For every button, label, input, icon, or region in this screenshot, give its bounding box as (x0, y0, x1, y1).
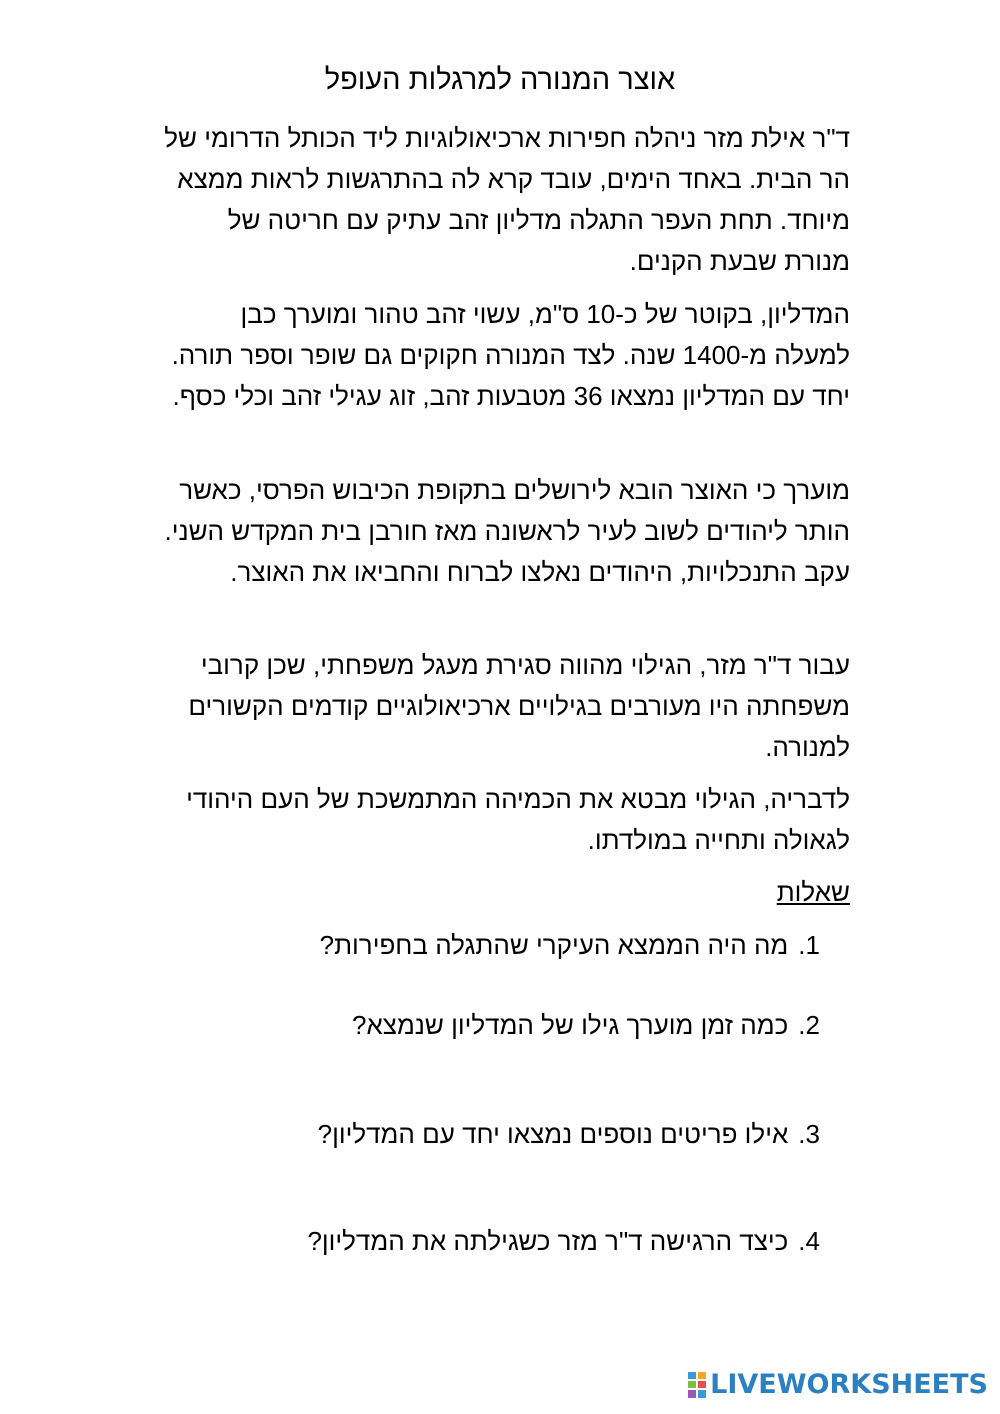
question-number: 2. (798, 1010, 820, 1040)
question-item (200, 1005, 820, 1046)
paragraph-medallion-description: המדליון, בקוטר של כ-10 ס"מ, עשוי זהב טהור ומוערך כבן למעלה מ-1400 שנה. לצד המנורה חקוקים גם שופר וספר תורה. יחד עם המדליון נמצאו 36 מטבעות זהב, זוג עגילי זהב וכלי כסף. (171, 299, 850, 411)
paragraph-family-circle: עבור ד"ר מזר, הגילוי מהווה סגירת מעגל משפחתי, שכן קרובי משפחתה היו מעורבים בגילויים ארכיאולוגיים קודמים הקשורים למנורה. (188, 650, 850, 762)
questions-heading: שאלות (776, 877, 850, 907)
paragraph-discovery: ד"ר אילת מזר ניהלה חפירות ארכיאולוגיות ליד הכותל הדרומי של הר הבית. באחד הימים, עובד קרא לה בהתרגשות לראות ממצא מיוחד. תחת העפר התגלה מדליון זהב עתיק עם חריטה של מנורת שבעת הקנים. (164, 123, 850, 276)
question-number: 1. (798, 930, 820, 960)
question-item (200, 1114, 820, 1155)
liveworksheets-logo (687, 1369, 988, 1400)
question-number: 3. (798, 1119, 820, 1149)
question-item (200, 1221, 820, 1262)
question-number: 4. (798, 1226, 820, 1256)
question-text: כיצד הרגישה ד"ר מזר כשגילתה את המדליון? (307, 1226, 789, 1256)
page-title: אוצר המנורה למרגלות העופל (324, 64, 676, 96)
liveworksheets-logo-text: LIVEWORKSHEETS (710, 1369, 988, 1400)
liveworksheets-logo-icon (687, 1371, 707, 1399)
question-text: מה היה הממצא העיקרי שהתגלה בחפירות? (319, 930, 789, 960)
question-text: כמה זמן מוערך גילו של המדליון שנמצא? (351, 1010, 789, 1040)
question-text: אילו פריטים נוספים נמצאו יחד עם המדליון? (317, 1119, 789, 1149)
paragraph-conclusion: לדבריה, הגילוי מבטא את הכמיהה המתמשכת של העם היהודי לגאולה ותחייה במולדתו. (186, 784, 850, 855)
paragraph-historical-context: מוערך כי האוצר הובא לירושלים בתקופת הכיבוש הפרסי, כאשר הותר ליהודים לשוב לעיר לראשונה מאז חורבן בית המקדש השני. עקב התנכלויות, היהודים נאלצו לברוח והחביאו את האוצר. (164, 475, 850, 587)
question-item (200, 925, 820, 966)
